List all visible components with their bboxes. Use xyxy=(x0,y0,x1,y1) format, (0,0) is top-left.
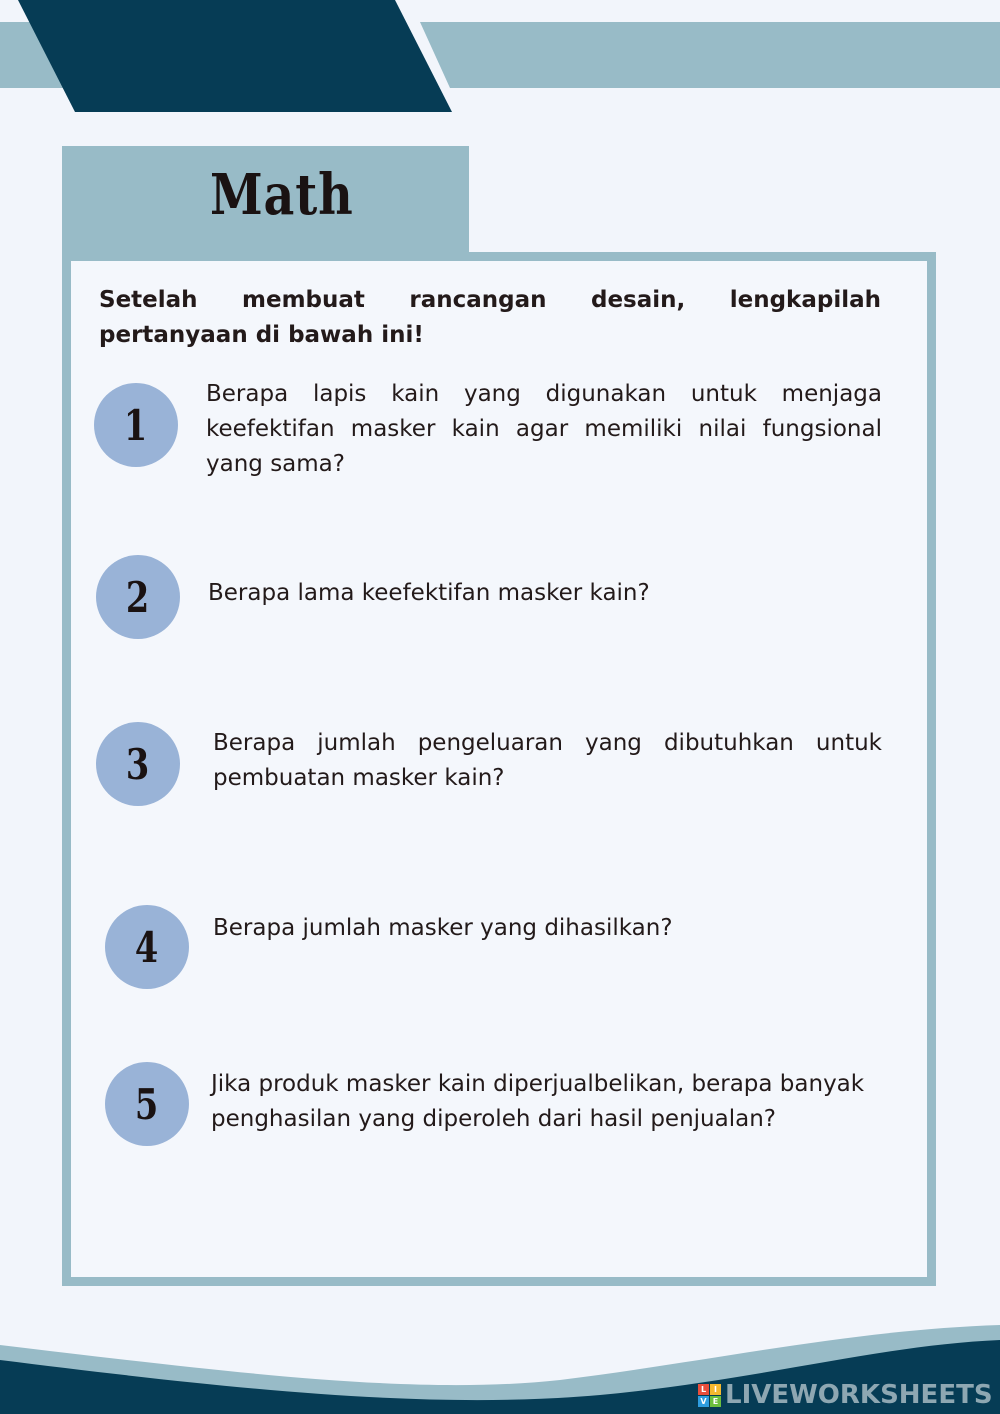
watermark-text: LIVEWORKSHEETS xyxy=(725,1380,993,1410)
question-text: Berapa lama keefektifan masker kain? xyxy=(208,580,650,606)
question-number-badge xyxy=(96,555,180,639)
question-text: Berapa jumlah masker yang dihasilkan? xyxy=(213,915,673,941)
question-number-badge xyxy=(105,1062,189,1146)
page-title: Math xyxy=(210,162,354,228)
question-number: 4 xyxy=(135,922,159,972)
instruction-text: Setelah membuat rancangan desain, lengkapilah pertanyaan di bawah ini! xyxy=(99,287,881,348)
logo-letter: I xyxy=(710,1384,721,1395)
question-number: 1 xyxy=(124,400,148,450)
liveworksheets-logo-icon xyxy=(698,1384,721,1407)
top-banner-decoration xyxy=(0,0,1000,115)
question-text: Berapa jumlah pengeluaran yang dibutuhkan untuk pembuatan masker kain? xyxy=(213,730,882,791)
question-text: Jika produk masker kain diperjualbelikan, berapa banyak penghasilan yang diperoleh dari hasil penjualan? xyxy=(211,1071,865,1132)
liveworksheets-watermark xyxy=(698,1380,993,1410)
logo-letter: E xyxy=(710,1396,721,1407)
logo-letter: L xyxy=(698,1384,709,1395)
question-text: Berapa lapis kain yang digunakan untuk menjaga keefektifan masker kain agar memiliki nilai fungsional yang sama? xyxy=(206,381,882,477)
question-number-badge xyxy=(96,722,180,806)
question-number: 3 xyxy=(126,739,150,789)
logo-letter: V xyxy=(698,1396,709,1407)
question-number: 2 xyxy=(126,572,150,622)
question-number-badge xyxy=(105,905,189,989)
question-number: 5 xyxy=(135,1079,159,1129)
question-number-badge xyxy=(94,383,178,467)
